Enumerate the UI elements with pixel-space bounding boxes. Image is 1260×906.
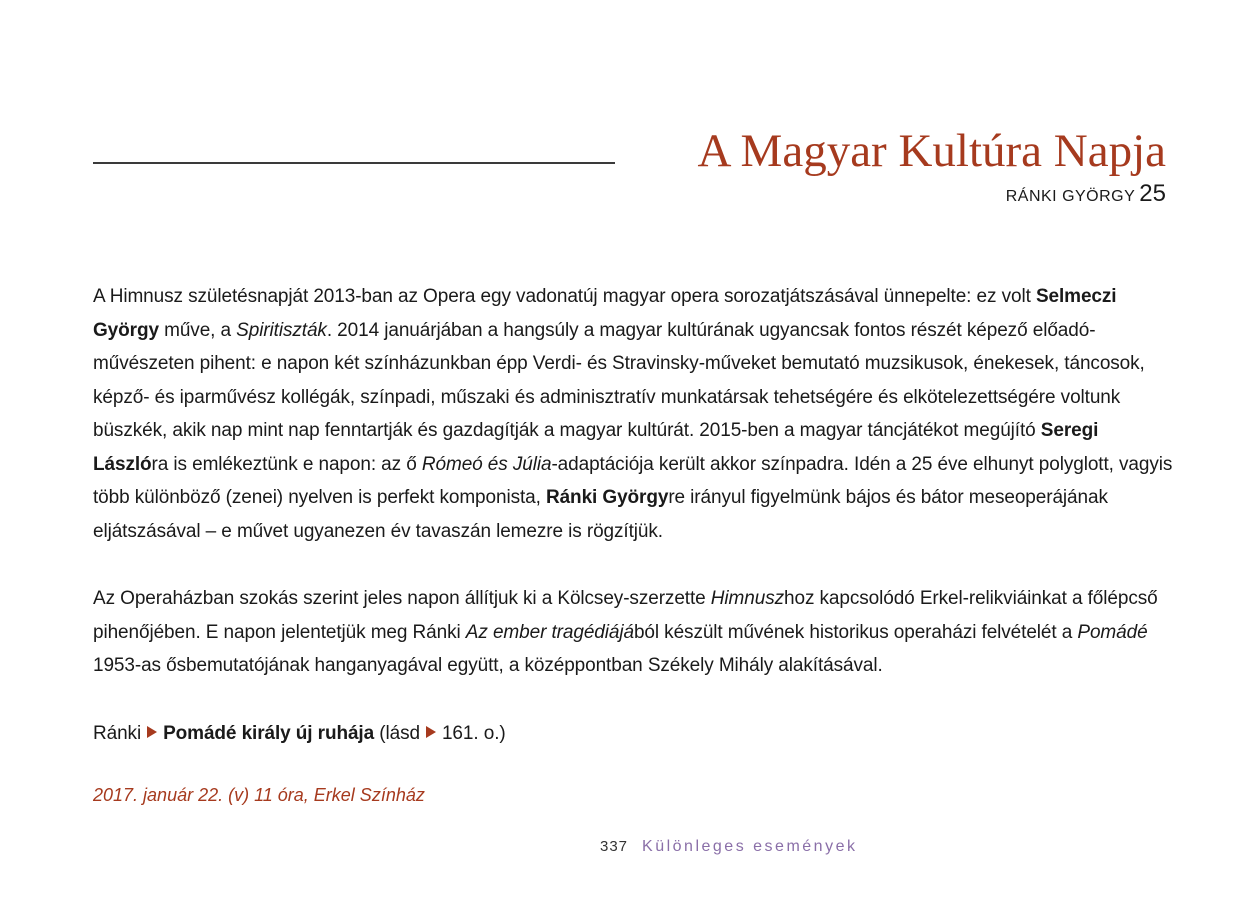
work-reference xyxy=(93,717,1178,751)
reference-composer: Ránki xyxy=(93,722,142,744)
header-rule xyxy=(93,162,615,164)
anniversary-years: 25 xyxy=(1139,180,1166,207)
reference-see: (lásd xyxy=(379,722,420,744)
page-title: A Magyar Kultúra Napja xyxy=(697,125,1166,177)
text-span: Az Operaházban szokás szerint jeles napon állítjuk ki a Kölcsey-szerzette xyxy=(93,588,711,609)
event-date-place: 2017. január 22. (v) 11 óra, Erkel Színház xyxy=(93,785,425,805)
section-name: Különleges események xyxy=(642,838,858,855)
reference-page[interactable]: 161. o.) xyxy=(441,722,506,744)
text-span: műve, a xyxy=(158,319,237,341)
work-title-romeo: Rómeó és Júlia xyxy=(421,453,552,475)
work-title-tragedia: Az ember tragédiájá xyxy=(465,621,634,643)
text-span: ból készült művének historikus operaházi felvételét a xyxy=(633,621,1078,643)
work-title-himnusz: Himnusz xyxy=(710,588,785,609)
text-span: hoz kapcsolódó Erkel-relikviáinkat a főlépcső pihenőjében. E napon jelentetjük meg Ránki xyxy=(93,588,1158,643)
reference-work-title[interactable]: Pomádé király új ruhája xyxy=(163,722,375,744)
header-subtitle xyxy=(1006,180,1166,208)
text-span: -adaptációja került akkor színpadra. Idén a 25 éve elhunyt polyglott, vagyis több különböző (zenei) nyelven is perfekt komponista, xyxy=(93,453,1173,508)
page-footer xyxy=(600,838,857,856)
arrow-right-icon xyxy=(426,726,436,738)
text-span: A Himnusz születésnapját 2013-ban az Opera egy vadonatúj magyar opera sorozatjátszásával ünnepelte: ez volt xyxy=(93,286,1036,307)
text-span: ra is emlékeztünk e napon: az ő xyxy=(151,453,422,475)
composer-name: RÁNKI GYÖRGY xyxy=(1005,188,1136,205)
text-span: re irányul figyelmünk bájos és bátor meseoperájának eljátszásával – e művet ugyanezen év tavaszán lemezre is rögzítjük. xyxy=(93,487,1108,542)
name-seregi: Seregi László xyxy=(93,420,1099,475)
work-title-pomade: Pomádé xyxy=(1077,621,1148,643)
text-span: . 2014 januárjában a hangsúly a magyar kultúrának ugyancsak fontos részét képező előadóművészeten pihent: e napon két színházunkban épp Verdi- és Stravinsky-műveket bemutató muzsikusok, énekesek, táncosok, képző- és iparművész kollégák, színpadi, műszaki és adminisztratív munkatársak tehetségére és elkötelezettségére voltunk büszkék, akik nap mint nap fenntartják és gazdagítják a magyar kultúrát. 2015-ben a magyar táncjátékot megújító xyxy=(93,319,1145,441)
paragraph-2 xyxy=(93,582,1178,683)
paragraph-1 xyxy=(93,280,1178,548)
arrow-right-icon xyxy=(147,726,157,738)
text-span: 1953-as ősbemutatójának hanganyagával együtt, a középpontban Székely Mihály alakításával. xyxy=(93,655,883,676)
name-ranki: Ránki György xyxy=(545,487,669,508)
work-title-spiritisztak: Spiritiszták xyxy=(236,319,327,341)
page-number: 337 xyxy=(600,838,629,855)
name-selmeczi: Selmeczi György xyxy=(93,286,1117,341)
article-body xyxy=(93,280,1178,750)
